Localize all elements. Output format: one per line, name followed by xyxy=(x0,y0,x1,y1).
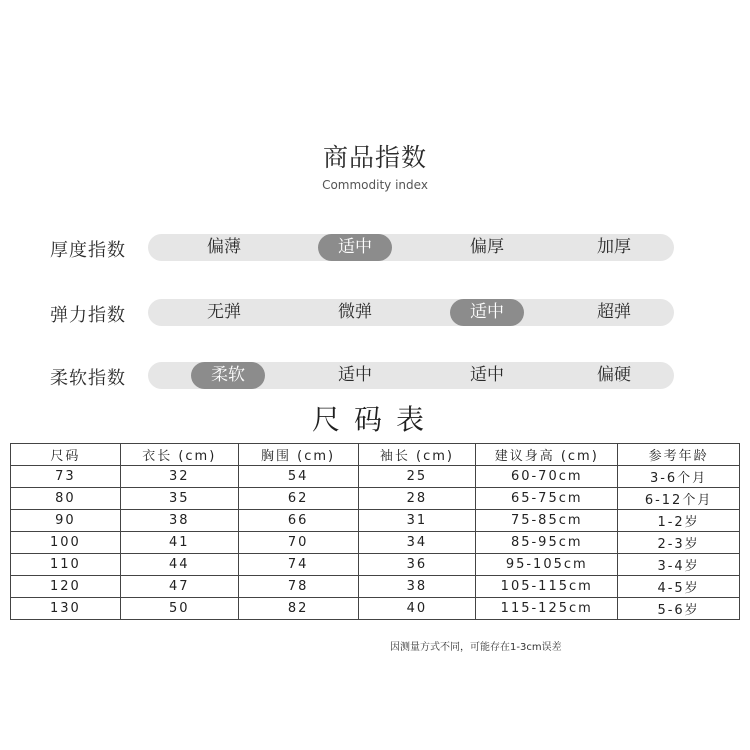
measurement-footnote: 因测量方式不同，可能存在1-3cm误差 xyxy=(390,642,562,653)
table-cell: 44 xyxy=(120,554,238,576)
table-cell: 85-95cm xyxy=(476,532,618,554)
index-track xyxy=(148,362,674,389)
table-cell: 60-70cm xyxy=(476,466,618,488)
table-header-row xyxy=(11,444,740,466)
index-option[interactable]: 超弹 xyxy=(597,302,631,322)
table-row xyxy=(11,488,740,510)
table-cell: 1-2岁 xyxy=(618,510,740,532)
table-cell: 3-6个月 xyxy=(618,466,740,488)
page-subtitle: Commodity index xyxy=(322,178,428,192)
column-header: 胸围 (cm) xyxy=(238,444,358,466)
table-cell: 74 xyxy=(238,554,358,576)
table-row xyxy=(11,466,740,488)
table-row xyxy=(11,554,740,576)
table-cell: 54 xyxy=(238,466,358,488)
table-row xyxy=(11,532,740,554)
table-cell: 25 xyxy=(358,466,476,488)
index-row-softness xyxy=(50,362,680,392)
column-header: 尺码 xyxy=(11,444,121,466)
index-option[interactable]: 偏厚 xyxy=(470,237,504,257)
table-cell: 3-4岁 xyxy=(618,554,740,576)
column-header: 参考年龄 xyxy=(618,444,740,466)
index-track xyxy=(148,299,674,326)
index-label: 弹力指数 xyxy=(50,305,126,326)
index-row-elasticity xyxy=(50,299,680,329)
table-row xyxy=(11,598,740,620)
index-option[interactable]: 加厚 xyxy=(597,237,631,257)
table-cell: 50 xyxy=(120,598,238,620)
table-cell: 41 xyxy=(120,532,238,554)
index-option[interactable]: 适中 xyxy=(450,299,524,326)
table-cell: 130 xyxy=(11,598,121,620)
table-cell: 31 xyxy=(358,510,476,532)
table-cell: 115-125cm xyxy=(476,598,618,620)
index-option[interactable]: 适中 xyxy=(470,365,504,385)
table-cell: 35 xyxy=(120,488,238,510)
table-cell: 40 xyxy=(358,598,476,620)
table-cell: 65-75cm xyxy=(476,488,618,510)
table-cell: 66 xyxy=(238,510,358,532)
column-header: 建议身高 (cm) xyxy=(476,444,618,466)
table-row xyxy=(11,510,740,532)
column-header: 袖长 (cm) xyxy=(358,444,476,466)
table-cell: 82 xyxy=(238,598,358,620)
table-cell: 105-115cm xyxy=(476,576,618,598)
table-cell: 110 xyxy=(11,554,121,576)
index-option[interactable]: 柔软 xyxy=(191,362,265,389)
size-table xyxy=(10,443,740,620)
table-cell: 38 xyxy=(358,576,476,598)
index-option[interactable]: 适中 xyxy=(338,365,372,385)
table-cell: 36 xyxy=(358,554,476,576)
table-row xyxy=(11,576,740,598)
index-option[interactable]: 微弹 xyxy=(338,302,372,322)
table-cell: 90 xyxy=(11,510,121,532)
table-cell: 34 xyxy=(358,532,476,554)
column-header: 衣长 (cm) xyxy=(120,444,238,466)
table-cell: 80 xyxy=(11,488,121,510)
table-cell: 95-105cm xyxy=(476,554,618,576)
size-chart-title: 尺码表 xyxy=(311,403,438,436)
table-cell: 4-5岁 xyxy=(618,576,740,598)
table-cell: 78 xyxy=(238,576,358,598)
table-cell: 28 xyxy=(358,488,476,510)
table-cell: 38 xyxy=(120,510,238,532)
index-label: 厚度指数 xyxy=(50,240,126,261)
table-cell: 73 xyxy=(11,466,121,488)
table-cell: 47 xyxy=(120,576,238,598)
table-cell: 120 xyxy=(11,576,121,598)
index-row-thickness xyxy=(50,234,680,264)
index-option[interactable]: 无弹 xyxy=(207,302,241,322)
index-option[interactable]: 适中 xyxy=(318,234,392,261)
index-track xyxy=(148,234,674,261)
table-cell: 32 xyxy=(120,466,238,488)
table-cell: 62 xyxy=(238,488,358,510)
index-label: 柔软指数 xyxy=(50,368,126,389)
index-option[interactable]: 偏薄 xyxy=(207,237,241,257)
table-cell: 100 xyxy=(11,532,121,554)
table-cell: 6-12个月 xyxy=(618,488,740,510)
table-cell: 70 xyxy=(238,532,358,554)
page-title: 商品指数 xyxy=(322,143,427,172)
index-option[interactable]: 偏硬 xyxy=(597,365,631,385)
table-cell: 5-6岁 xyxy=(618,598,740,620)
table-cell: 75-85cm xyxy=(476,510,618,532)
table-cell: 2-3岁 xyxy=(618,532,740,554)
